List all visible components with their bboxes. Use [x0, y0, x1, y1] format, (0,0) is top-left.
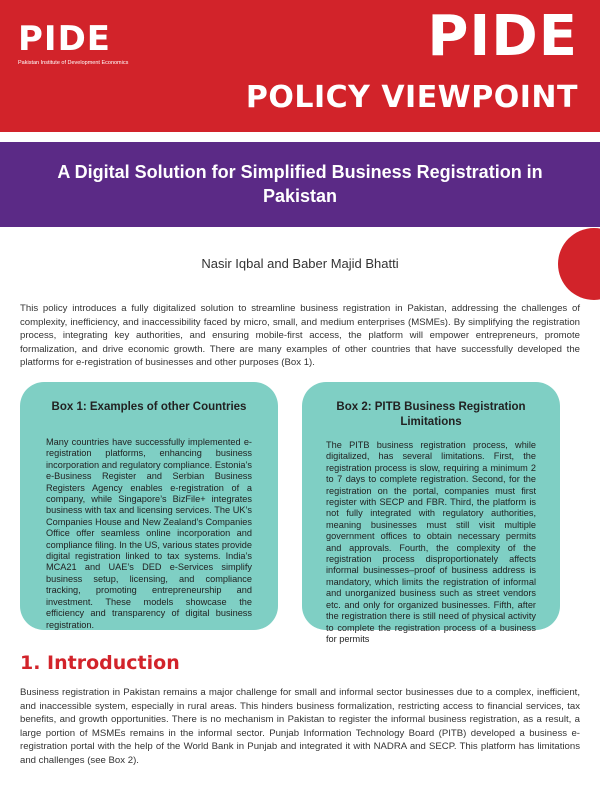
box-1 [20, 382, 278, 630]
introduction-paragraph: Business registration in Pakistan remains a major challenge for small and informal sector businesses due to a complex, inefficient, and inaccessible system, especially in rural areas. This hinders business formalization, restricting access to financial services, tax benefits, and growth opportunities. There is no mechanism in Pakistan to register the informal business registration, as a result, a large portion of MSMEs remains in the informal sector. Punjab Information Technology Board (PITB) developed a business e-registration portal with the help of the World Bank in Punjab and integrated it with NADRA and SECP. This platform has limitations and challenges (see Box 2). [20, 687, 580, 766]
box-1-body: Many countries have successfully implemented e-registration platforms, enhancing business incorporation and regulatory compliance. Estonia’s e-Business Register and Serbian Business Registers Agency enables e-registration of a company, while Singapore’s BizFile+ integrates business with tax and licensing services. The UK’s Companies House and New Zealand’s Companies Office offer seamless online incorporation and compliance filing. In the US, various states provide digital registration linked to tax systems. India’s MCA21 and UAE’s DED e-Services simplify business setup, licensing, and compliance tracking, promoting entrepreneurship and investment. These models showcase the efficiency and transparency of digital business registration. [46, 437, 252, 630]
brand-title: PIDE [427, 4, 578, 69]
box-2 [302, 382, 560, 644]
box-1-title: Box 1: Examples of other Countries [51, 401, 247, 413]
series-title: POLICY VIEWPOINT [245, 80, 578, 115]
pide-logo [18, 19, 129, 66]
page-title: A Digital Solution for Simplified Business Registration in Pakistan [57, 162, 543, 206]
introduction-heading: 1. Introduction [20, 652, 180, 674]
abstract-paragraph: This policy introduces a fully digitalized solution to streamline business registration in Pakistan, addressing the challenges of complexity, inefficiency, and inaccessibility faced by micro, small, and medium enterprises (MSMEs). By simplifying the registration process, integrating key authorities, and ensuring mobile-first access, the platform will empower entrepreneurs, promote formalization, and drive economic growth. There are many examples of other countries that have successfully developed the platforms for e-registration of businesses and other purposes (Box 1). [20, 303, 580, 369]
logo-subtitle: Pakistan Institute of Development Economics [18, 60, 129, 66]
box-2-body: The PITB business registration process, while digitalized, has several limitations. First, the registration process is slow, requiring a minimum 2 to 7 days to complete registration. Second, for the registration on the portal, companies must first register with SECP and FBR. Third, the platform is not fully integrated with regulatory authorities, meaning businesses must still visit multiple government offices to obtain necessary permits and approvals. Fourth, the complexity of the registration process disproportionately affects informal businesses–proof of business address is mandatory, which limits the registration of informal and unorganized business such as street vendors etc. and only for organized businesses. Fifth, after the registration there is still need of physical activity to complete the registration process of a business for permits [326, 440, 536, 644]
logo-text: PIDE [18, 19, 112, 59]
box-2-title: Box 2: PITB Business Registration Limitations [336, 401, 526, 428]
authors: Nasir Iqbal and Baber Majid Bhatti [201, 256, 399, 271]
